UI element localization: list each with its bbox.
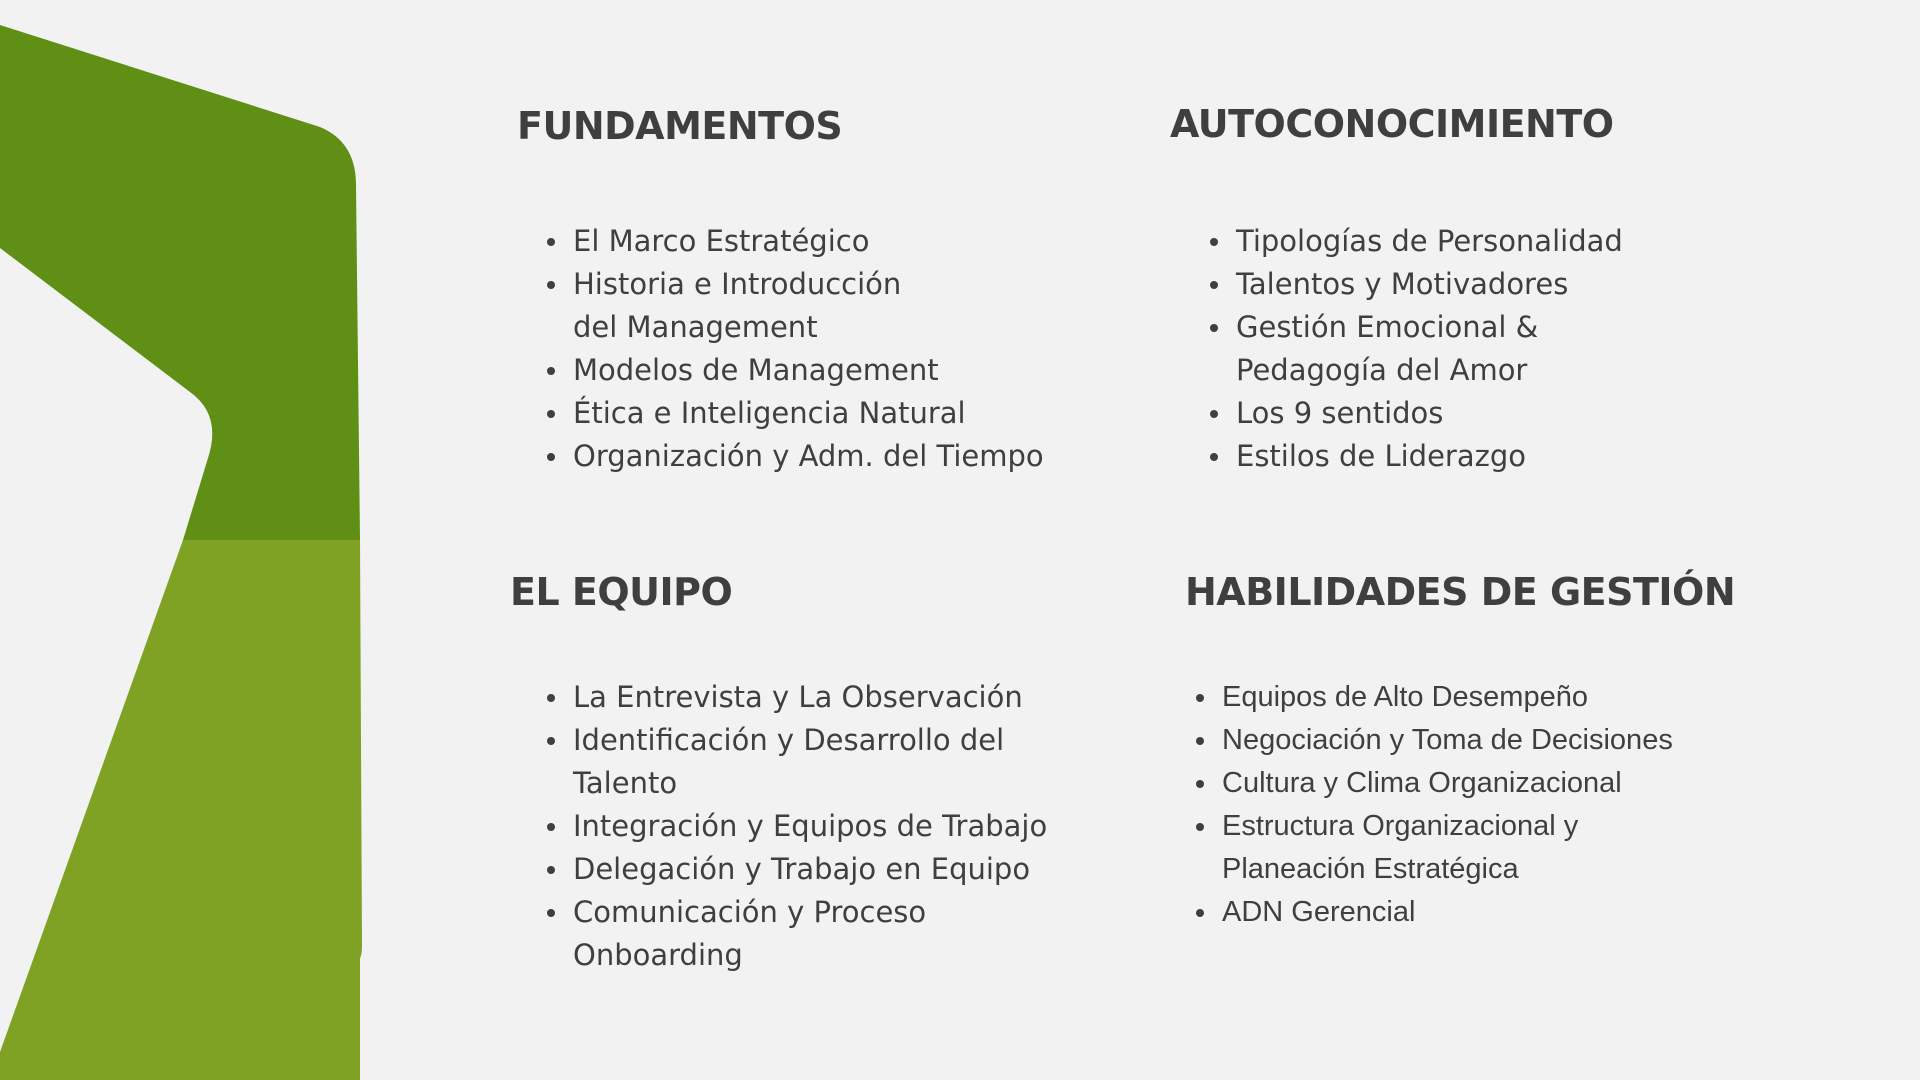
list-el-equipo <box>545 676 1047 977</box>
list-item: Delegación y Trabajo en Equipo <box>545 848 1047 891</box>
section-fundamentos <box>517 104 1044 473</box>
list-item: Gestión Emocional & Pedagogía del Amor <box>1208 306 1623 392</box>
list-item: Integración y Equipos de Trabajo <box>545 805 1047 848</box>
list-item: ADN Gerencial <box>1194 891 1673 934</box>
list-item: Comunicación y Proceso Onboarding <box>545 891 1047 977</box>
list-fundamentos <box>545 220 1044 478</box>
light-green-band <box>0 540 362 1080</box>
section-title-fundamentos: FUNDAMENTOS <box>517 104 843 148</box>
list-autoconocimiento <box>1208 220 1623 478</box>
dark-green-band <box>0 25 360 540</box>
list-item: Cultura y Clima Organizacional <box>1194 762 1673 805</box>
list-item: Organización y Adm. del Tiempo <box>545 435 1044 478</box>
list-item: La Entrevista y La Observación <box>545 676 1047 719</box>
section-el-equipo <box>510 570 1048 972</box>
list-item: Identificación y Desarrollo del Talento <box>545 719 1047 805</box>
list-item: Tipologías de Personalidad <box>1208 220 1623 263</box>
list-item: Talentos y Motivadores <box>1208 263 1623 306</box>
list-item: Historia e Introducción del Management <box>545 263 1044 349</box>
list-item: Estructura Organizacional y Planeación Estratégica <box>1194 805 1673 891</box>
section-title-el-equipo: EL EQUIPO <box>510 570 733 614</box>
section-title-autoconocimiento: AUTOCONOCIMIENTO <box>1170 102 1614 146</box>
list-item: Equipos de Alto Desempeño <box>1194 676 1673 719</box>
list-habilidades-de-gestion <box>1194 676 1673 934</box>
list-item: Negociación y Toma de Decisiones <box>1194 719 1673 762</box>
list-item: Ética e Inteligencia Natural <box>545 392 1044 435</box>
section-autoconocimiento <box>1170 102 1623 473</box>
list-item: Los 9 sentidos <box>1208 392 1623 435</box>
list-item: Estilos de Liderazgo <box>1208 435 1623 478</box>
list-item: El Marco Estratégico <box>545 220 1044 263</box>
section-title-habilidades-de-gestion: HABILIDADES DE GESTIÓN <box>1185 570 1736 614</box>
section-habilidades-de-gestion <box>1185 570 1736 928</box>
list-item: Modelos de Management <box>545 349 1044 392</box>
